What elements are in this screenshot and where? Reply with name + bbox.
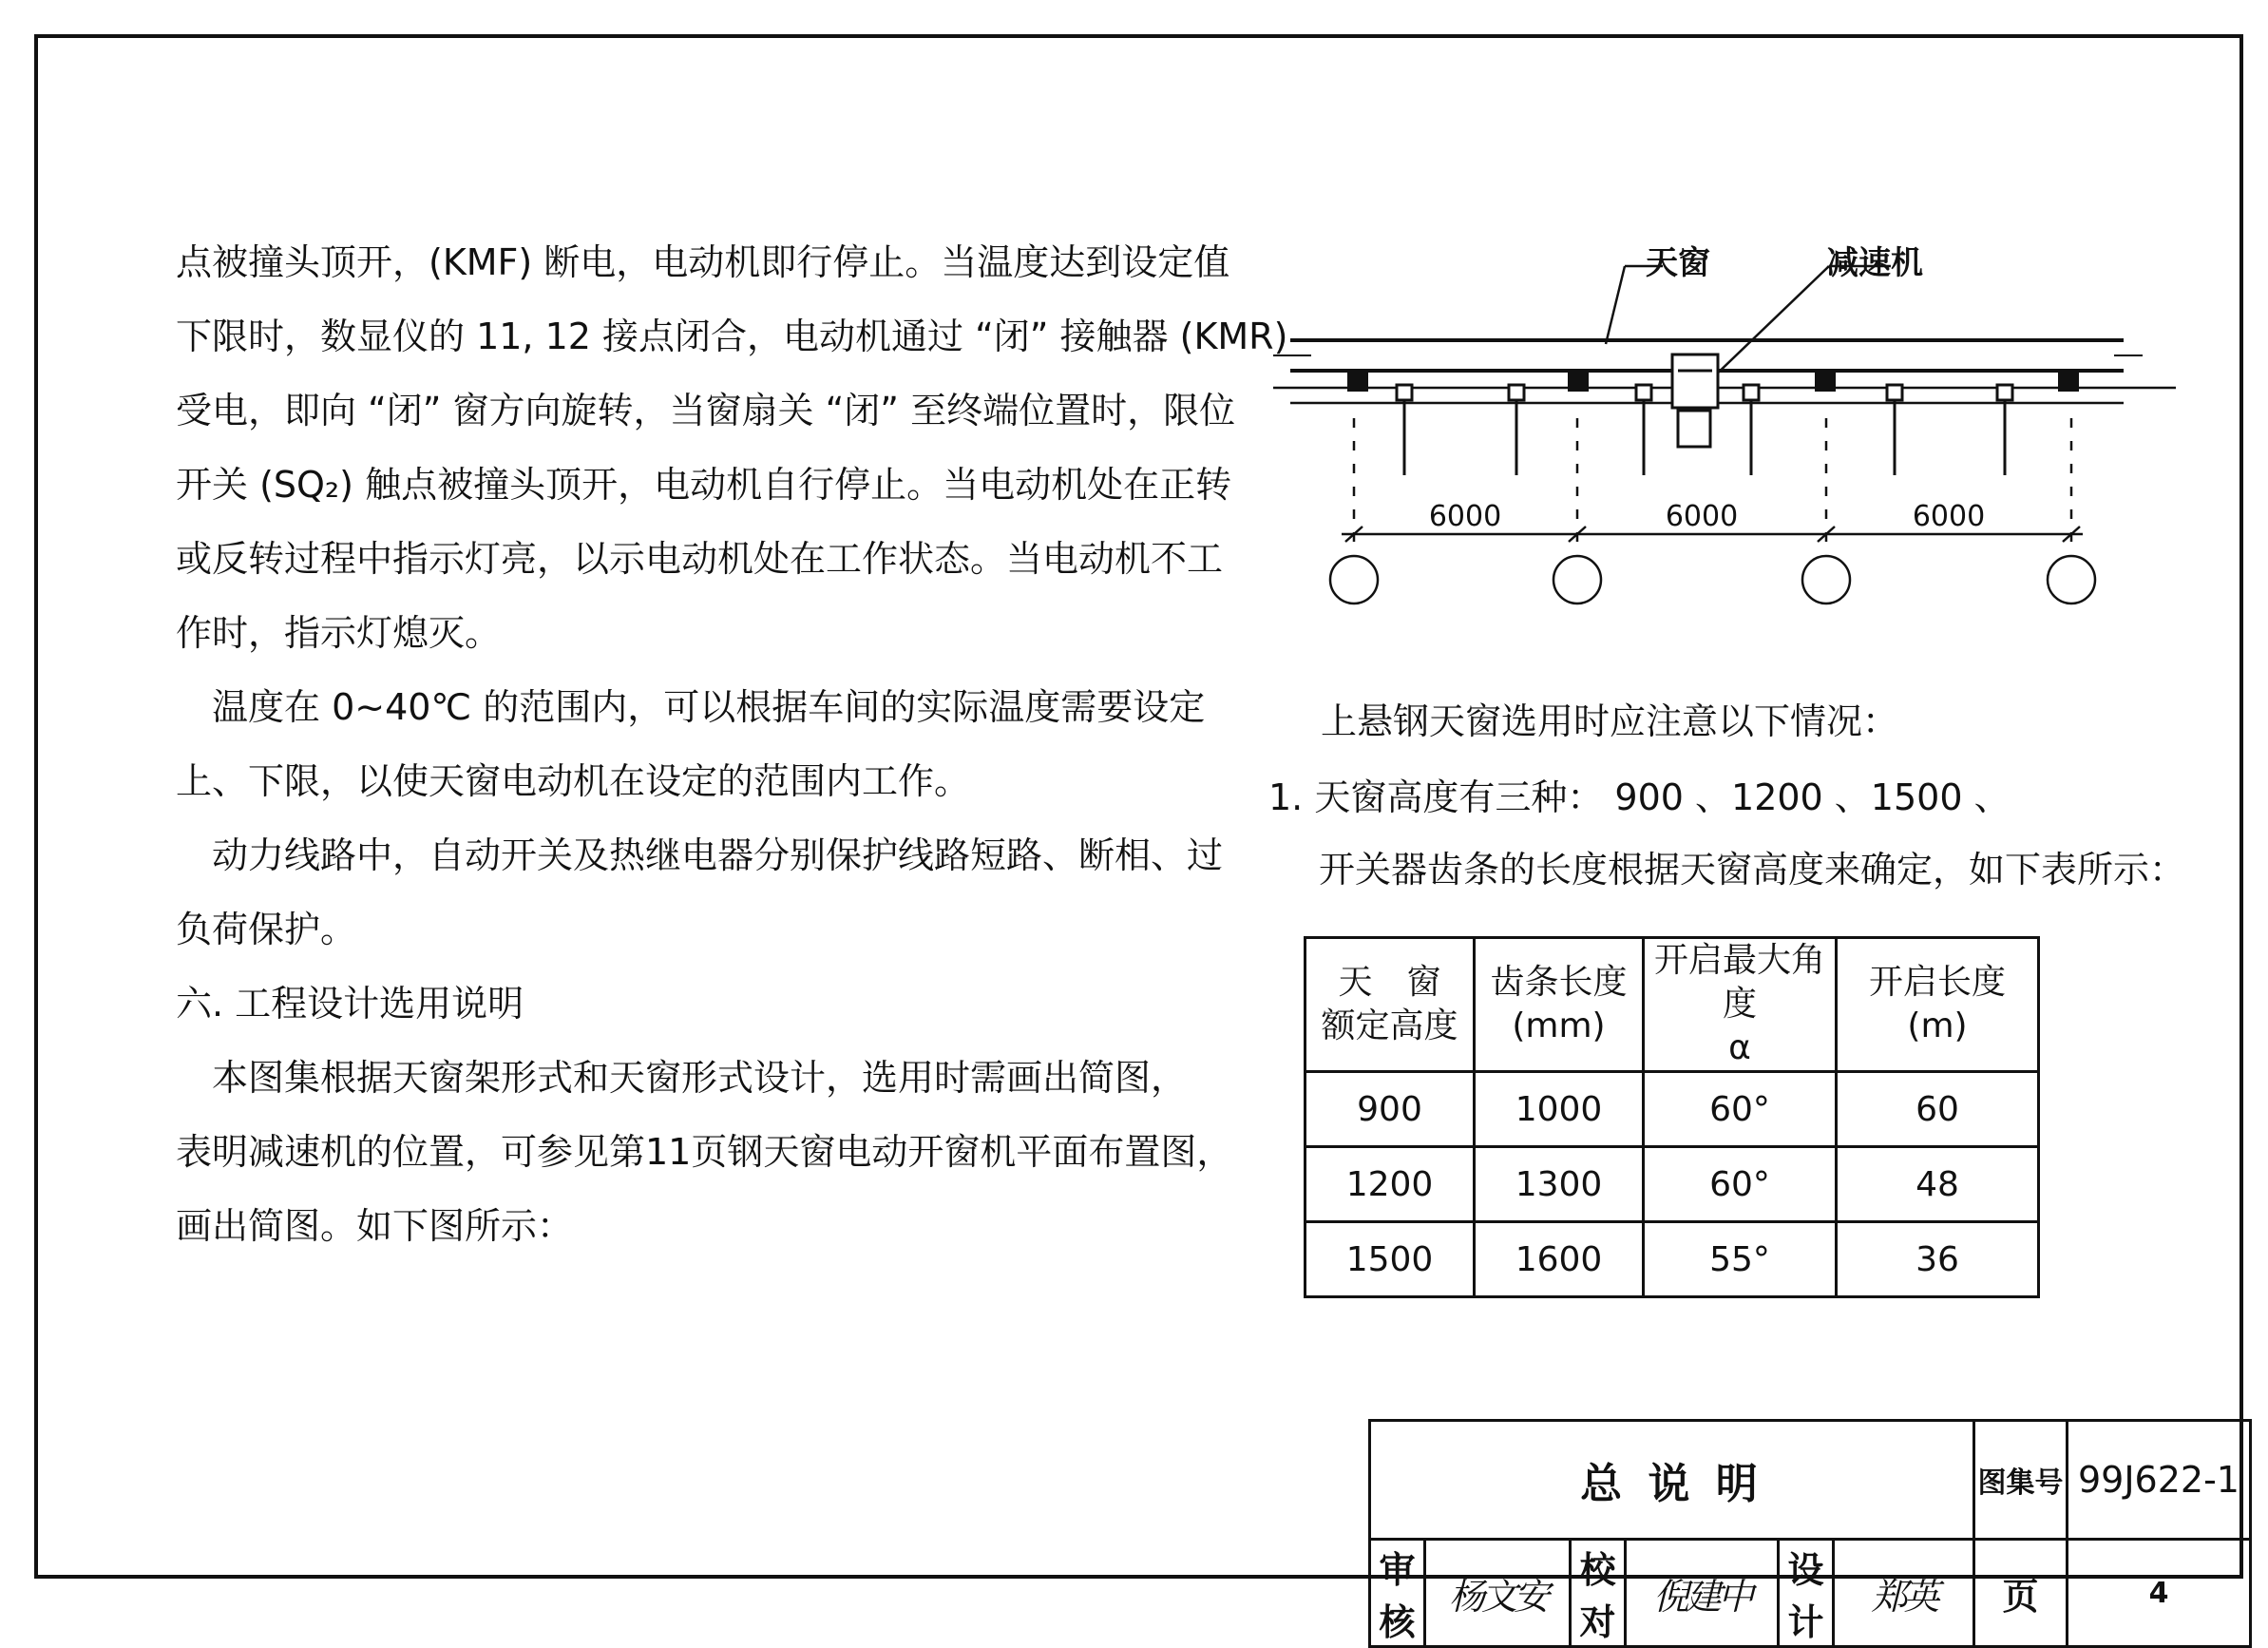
table-cell: 60 [1837,1072,2039,1147]
section-heading: 六. 工程设计选用说明 [176,983,524,1025]
text-line: 作时，指示灯熄灭。 [176,612,502,654]
skylight-plan-diagram [1264,228,2185,627]
page-label: 页 [1974,1540,2068,1647]
design-label: 设计 [1779,1540,1834,1647]
table-row [1306,1222,2039,1297]
text-line: 温度在 0~40℃ 的范围内，可以根据车间的实际温度需要设定 [176,686,1206,728]
table-cell: 55° [1644,1222,1837,1297]
table-cell: 1600 [1475,1222,1644,1297]
reducer-unit [1672,355,1718,447]
table-row [1306,1147,2039,1222]
table-row [1306,1072,2039,1147]
atlas-number-label: 图集号 [1974,1421,2068,1540]
review-label: 审核 [1370,1540,1425,1647]
text-line: 表明减速机的位置，可参见第11页钢天窗电动开窗机平面布置图， [176,1131,1233,1173]
table-cell: 900 [1306,1072,1475,1147]
notes-item-1-continued: 开关器齿条的长度根据天窗高度来确定，如下表所示： [1319,849,2186,891]
table-cell: 60° [1644,1147,1837,1222]
header-cell: 开启最大角度 α [1644,938,1837,1072]
notes-intro: 上悬钢天窗选用时应注意以下情况： [1321,700,1899,742]
text-line: 或反转过程中指示灯亮，以示电动机处在工作状态。当电动机不工 [176,538,1224,580]
table-cell: 36 [1837,1222,2039,1297]
atlas-number: 99J622-1 [2068,1421,2251,1540]
table-cell: 60° [1644,1072,1837,1147]
dimension-label: 6000 [1428,500,1502,533]
text-line: 动力线路中，自动开关及热继电器分别保护线路短路、断相、过 [176,834,1224,876]
table-cell: 1300 [1475,1147,1644,1222]
review-signature: 杨文安 [1425,1540,1571,1647]
design-signature: 郑英 [1834,1540,1974,1647]
text-line: 受电，即向 “闭” 窗方向旋转，当窗扇关 “闭” 至终端位置时，限位 [176,390,1236,431]
table-header-row [1306,938,2039,1072]
page-number: 4 [2068,1540,2251,1647]
notes-item-1: 1. 天窗高度有三种： 900 、1200 、1500 、 [1268,776,2011,818]
dimension-label: 6000 [1912,500,1986,533]
text-line: 本图集根据天窗架形式和天窗形式设计，选用时需画出简图， [176,1057,1188,1099]
drawing-title: 总 说 明 [1370,1421,1974,1540]
axis-circles [1330,556,2095,604]
text-line: 上、下限，以使天窗电动机在设定的范围内工作。 [176,760,971,802]
title-block [1368,1419,2252,1648]
text-line: 负荷保护。 [176,909,357,950]
table-cell: 1500 [1306,1222,1475,1297]
text-line: 开关 (SQ₂) 触点被撞头顶开，电动机自行停止。当电动机处在正转 [176,464,1232,506]
table-cell: 48 [1837,1147,2039,1222]
table-cell: 1200 [1306,1147,1475,1222]
text-line: 点被撞头顶开，(KMF) 断电，电动机即行停止。当温度达到设定值 [176,241,1230,283]
check-signature: 倪建中 [1626,1540,1779,1647]
check-label: 校对 [1571,1540,1626,1647]
label-reducer: 减速机 [1826,244,1923,282]
table-cell: 1000 [1475,1072,1644,1147]
label-skylight: 天窗 [1646,244,1710,282]
text-line: 画出简图。如下图所示： [176,1205,574,1247]
text-line: 下限时，数显仪的 11, 12 接点闭合，电动机通过 “闭” 接触器 (KMR) [176,316,1288,357]
header-cell: 齿条长度 (mm) [1475,938,1644,1072]
header-cell: 天 窗 额定高度 [1306,938,1475,1072]
header-cell: 开启长度 (m) [1837,938,2039,1072]
dimension-label: 6000 [1665,500,1739,533]
rack-length-table [1304,936,2040,1298]
